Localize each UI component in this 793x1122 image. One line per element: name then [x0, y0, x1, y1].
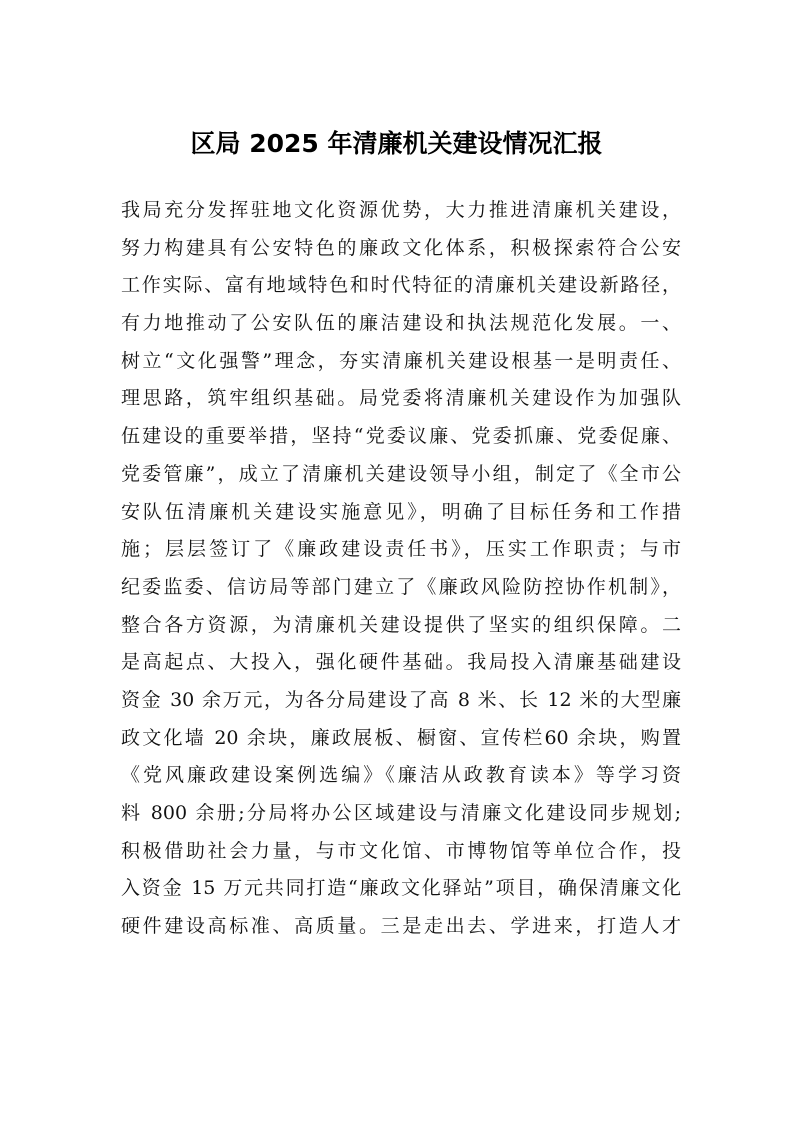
body-line: 我局充分发挥驻地文化资源优势，大力推进清廉机关建设， — [121, 199, 681, 221]
body-line: 有力地推动了公安队伍的廉洁建设和执法规范化发展。一、 — [121, 312, 681, 335]
body-line: 整合各方资源，为清廉机关建设提供了坚实的组织保障。二 — [121, 613, 681, 636]
body-line: 伍建设的重要举措，坚持“党委议廉、党委抓廉、党委促廉、 — [121, 425, 681, 448]
body-line: 《党风廉政建设案例选编》《廉洁从政教育读本》等学习资 — [121, 764, 681, 787]
body-line: 工作实际、富有地域特色和时代特征的清廉机关建设新路径， — [121, 274, 681, 297]
body-line: 积极借助社会力量，与市文化馆、市博物馆等单位合作，投 — [121, 839, 681, 862]
document-body — [121, 192, 681, 946]
body-line: 安队伍清廉机关建设实施意见》，明确了目标任务和工作措 — [121, 500, 681, 523]
body-line: 树立“文化强警”理念，夯实清廉机关建设根基一是明责任、 — [121, 349, 681, 372]
body-line: 是高起点、大投入，强化硬件基础。我局投入清廉基础建设 — [121, 651, 681, 674]
body-line: 纪委监委、信访局等部门建立了《廉政风险防控协作机制》， — [121, 575, 681, 598]
body-line: 党委管廉”，成立了清廉机关建设领导小组，制定了《全市公 — [121, 462, 681, 485]
body-line: 料 800 余册;分局将办公区域建设与清廉文化建设同步规划; — [121, 802, 681, 824]
body-line: 政文化墙 20 余块，廉政展板、橱窗、宣传栏60 余块，购置 — [121, 726, 681, 749]
body-line: 硬件建设高标准、高质量。三是走出去、学进来，打造人才 — [121, 915, 681, 938]
body-line: 入资金 15 万元共同打造“廉政文化驿站”项目，确保清廉文化 — [121, 877, 681, 900]
document-title: 区局 2025 年清廉机关建设情况汇报 — [190, 129, 603, 158]
body-line: 资金 30 余万元，为各分局建设了高 8 米、长 12 米的大型廉 — [121, 688, 681, 711]
body-line: 施；层层签订了《廉政建设责任书》，压实工作职责；与市 — [121, 538, 681, 561]
body-line: 理思路，筑牢组织基础。局党委将清廉机关建设作为加强队 — [121, 387, 681, 410]
body-line: 努力构建具有公安特色的廉政文化体系，积极探索符合公安 — [121, 236, 681, 259]
